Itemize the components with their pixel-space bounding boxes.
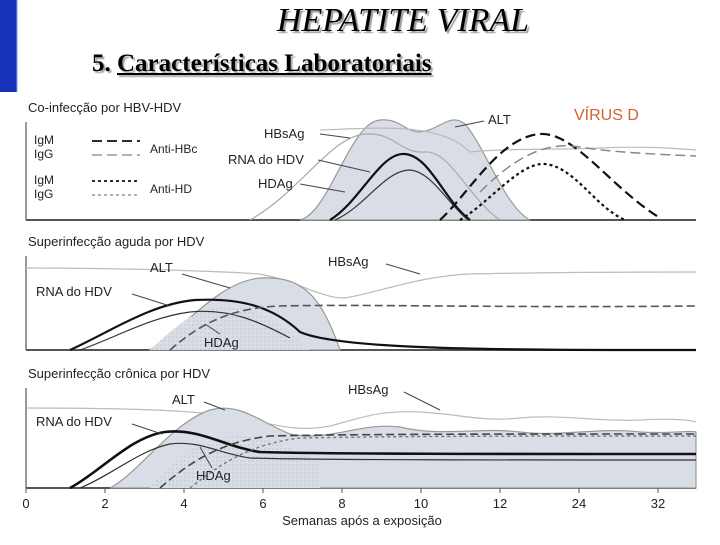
panel-chronic-superinfection	[26, 366, 696, 488]
panel2-label-hdag: HDAg	[204, 335, 239, 350]
panel1-pointer-hbsag	[320, 134, 350, 138]
legend-igm-2: IgM	[34, 173, 55, 187]
subtitle-text: Características Laboratoriais	[117, 50, 432, 77]
x-tick-label: 4	[180, 496, 188, 511]
x-tick-label: 8	[338, 496, 346, 511]
x-tick-label: 6	[259, 496, 267, 511]
panel2-pointer-alt	[182, 274, 230, 288]
x-tick-label: 10	[413, 496, 429, 511]
panel2-pointer-rna	[132, 294, 170, 306]
x-tick-label: 12	[492, 496, 508, 511]
panel1-label-alt: ALT	[488, 112, 511, 127]
panel3-pointer-rna	[132, 424, 162, 434]
panel3-hbsag-line	[26, 408, 696, 428]
panel1-label-hdag: HDAg	[258, 176, 293, 191]
panel3-pointer-hbsag	[404, 392, 440, 410]
legend-igg-1: IgG	[34, 147, 54, 161]
legend-anti-hbc: Anti-HBc	[150, 142, 198, 156]
panel3-label-hdag: HDAg	[196, 468, 231, 483]
panel2-label-hbsag: HBsAg	[328, 254, 369, 269]
x-tick-label: 24	[571, 496, 587, 511]
panel1-anti-hbc-igg	[480, 146, 696, 192]
blue-stripe	[0, 0, 16, 92]
panel3-label-alt: ALT	[172, 392, 195, 407]
panel-coinfection	[26, 100, 696, 220]
legend-anti-hd: Anti-HD	[150, 182, 193, 196]
panel3-title: Superinfecção crônica por HDV	[28, 366, 211, 381]
panel3-label-rna-hdv: RNA do HDV	[36, 414, 112, 429]
panel1-label-hbsag: HBsAg	[264, 126, 305, 141]
x-tick-label: 0	[22, 496, 30, 511]
panel2-title: Superinfecção aguda por HDV	[28, 234, 205, 249]
serology-figure	[0, 92, 720, 540]
panel3-label-hbsag: HBsAg	[348, 382, 389, 397]
legend-igg-2: IgG	[34, 187, 54, 201]
panel2-hbsag-line	[26, 268, 696, 298]
x-axis-label: Semanas após a exposição	[282, 513, 442, 528]
decorative-side-bar	[0, 0, 86, 92]
panel1-hbsag-curve	[300, 120, 530, 220]
x-tick-label: 2	[101, 496, 109, 511]
panel1-label-rna-hdv: RNA do HDV	[228, 152, 304, 167]
panel1-title: Co-infecção por HBV-HDV	[28, 100, 182, 115]
panel2-label-alt: ALT	[150, 260, 173, 275]
x-tick-label: 32	[650, 496, 666, 511]
panel-acute-superinfection	[26, 234, 696, 350]
panel2-label-rna-hdv: RNA do HDV	[36, 284, 112, 299]
panel2-pointer-hbsag	[386, 264, 420, 274]
legend-igm-1: IgM	[34, 133, 55, 147]
x-axis-ticks	[22, 488, 665, 511]
serology-diagram	[0, 92, 720, 540]
subtitle-number: 5.	[92, 50, 111, 77]
virus-d-label: VÍRUS D	[574, 107, 639, 124]
slide-subtitle	[92, 50, 432, 78]
slide-title: HEPATITE VIRAL	[276, 2, 530, 39]
